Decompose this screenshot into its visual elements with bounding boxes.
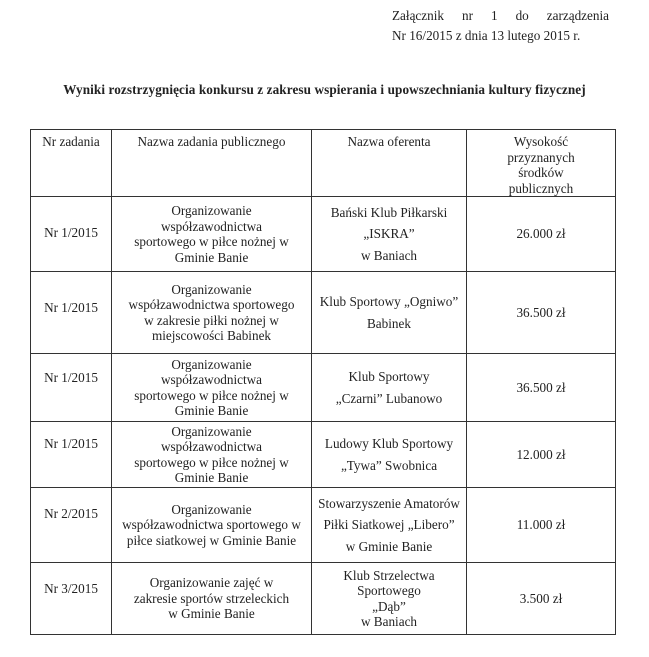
annex-word: 1 xyxy=(490,8,498,23)
cell-task: Organizowanie współzawodnictwa sportowego w zakresie piłki nożnej w miejscowości Babinek xyxy=(112,272,312,354)
annex-word: nr xyxy=(461,8,473,23)
cell-nr: Nr 1/2015 xyxy=(31,422,112,488)
offerer-line: Klub Sportowy xyxy=(348,369,430,384)
cell-amount: 12.000 zł xyxy=(467,422,616,488)
table-row xyxy=(31,197,616,272)
header-task: Nazwa zadania publicznego xyxy=(112,130,312,197)
header-nr: Nr zadania xyxy=(31,130,112,197)
cell-offerer xyxy=(312,272,467,354)
offerer-line: Klub Strzelectwa Sportowego xyxy=(343,567,435,598)
offerer-line: „ISKRA” xyxy=(363,226,415,242)
offerer-line: Ludowy Klub Sportowy xyxy=(324,436,454,451)
cell-offerer xyxy=(312,354,467,422)
offerer-line: Stowarzyszenie Amatorów xyxy=(318,495,460,511)
offerer-line: „Czarni” Lubanowo xyxy=(335,390,443,406)
offerer-line: Babinek xyxy=(367,315,411,331)
cell-task: Organizowanie współzawodnictwa sportowego w piłce nożnej w Gminie Banie xyxy=(112,422,312,488)
cell-amount: 11.000 zł xyxy=(467,488,616,563)
table-row xyxy=(31,488,616,563)
table-row xyxy=(31,272,616,354)
table-row xyxy=(31,354,616,422)
cell-amount: 36.500 zł xyxy=(467,272,616,354)
offerer-line: Piłki Siatkowej „Libero” xyxy=(323,517,455,533)
header-offerer: Nazwa oferenta xyxy=(312,130,467,197)
cell-offerer xyxy=(312,563,467,635)
cell-nr: Nr 3/2015 xyxy=(31,563,112,635)
offerer-line: w Baniach xyxy=(360,614,418,629)
offerer-line: „Dąb” xyxy=(372,598,406,614)
annex-line-1 xyxy=(392,6,609,26)
annex-word: Załącznik xyxy=(392,8,444,23)
cell-offerer xyxy=(312,197,467,272)
cell-task: Organizowanie współzawodnictwa sportowego w piłce siatkowej w Gminie Banie xyxy=(112,488,312,563)
cell-task: Organizowanie współzawodnictwa sportowego w piłce nożnej w Gminie Banie xyxy=(112,354,312,422)
cell-task: Organizowanie współzawodnictwa sportowego w piłce nożnej w Gminie Banie xyxy=(112,197,312,272)
cell-offerer xyxy=(312,488,467,563)
annex-word: do xyxy=(515,8,529,23)
cell-amount: 3.500 zł xyxy=(467,563,616,635)
cell-amount: 36.500 zł xyxy=(467,354,616,422)
offerer-line: „Tywa” Swobnica xyxy=(340,457,438,473)
cell-nr: Nr 1/2015 xyxy=(31,354,112,422)
annex-word: zarządzenia xyxy=(546,8,609,23)
cell-nr: Nr 1/2015 xyxy=(31,197,112,272)
cell-nr: Nr 2/2015 xyxy=(31,488,112,563)
header-amount: Wysokość przyznanych środków publicznych xyxy=(467,130,616,197)
results-table xyxy=(30,129,616,635)
offerer-line: Klub Sportowy „Ogniwo” xyxy=(319,294,459,309)
offerer-line: Bański Klub Piłkarski xyxy=(330,204,448,220)
cell-task: Organizowanie zajęć w zakresie sportów strzeleckich w Gminie Banie xyxy=(112,563,312,635)
table-row xyxy=(31,563,616,635)
offerer-line: w Baniach xyxy=(360,247,418,263)
document-title: Wyniki rozstrzygnięcia konkursu z zakresu wspierania i upowszechniania kultury fizycznej xyxy=(63,82,586,97)
cell-offerer xyxy=(312,422,467,488)
annex-line-2: Nr 16/2015 z dnia 13 lutego 2015 r. xyxy=(392,28,581,43)
offerer-line: w Gminie Banie xyxy=(345,538,433,554)
table-row xyxy=(31,422,616,488)
cell-nr: Nr 1/2015 xyxy=(31,272,112,354)
annex-header xyxy=(392,6,642,46)
table-header-row xyxy=(31,130,616,197)
cell-amount: 26.000 zł xyxy=(467,197,616,272)
